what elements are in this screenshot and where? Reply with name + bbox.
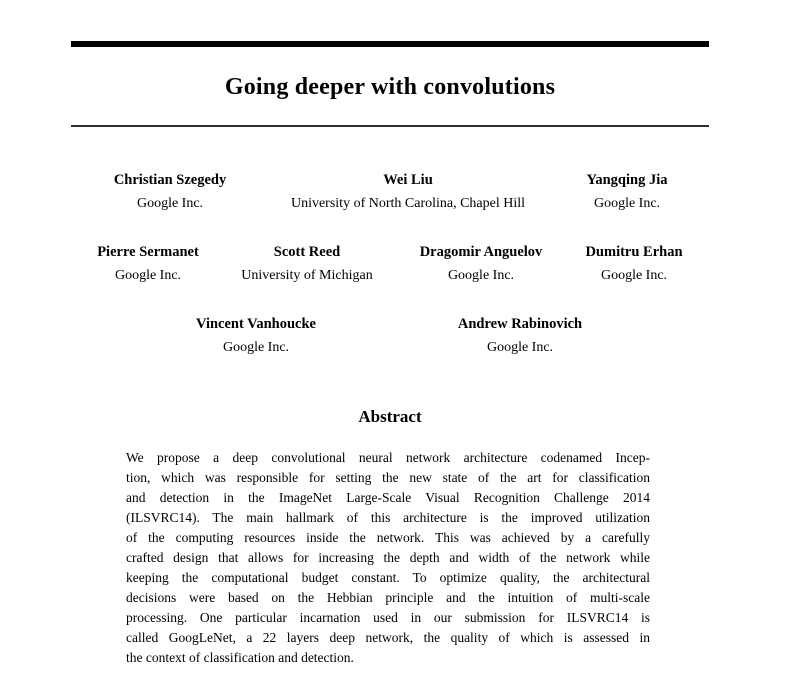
author-block: [196, 315, 316, 357]
abstract-line: the context of classification and detection.: [126, 650, 354, 665]
author-block: [458, 315, 582, 357]
abstract-text: [126, 448, 650, 668]
abstract-line: decisions were based on the Hebbian principle and the intuition of multi-scale: [126, 590, 650, 605]
paper-title: Going deeper with convolutions: [224, 74, 556, 100]
author-name: Andrew Rabinovich: [457, 316, 583, 332]
abstract-line: tion, which was responsible for setting the new state of the art for classification: [126, 470, 650, 485]
author-name: Dragomir Anguelov: [419, 244, 543, 260]
author-affiliation: University of North Carolina, Chapel Hill: [290, 196, 526, 211]
author-block: [97, 243, 199, 285]
author-name: Scott Reed: [273, 244, 341, 260]
abstract-line: processing. One particular incarnation used in our submission for ILSVRC14 is: [126, 610, 650, 625]
author-affiliation: Google Inc.: [447, 268, 515, 283]
author-name: Yangqing Jia: [586, 172, 668, 188]
author-affiliation: Google Inc.: [136, 196, 204, 211]
author-affiliation: Google Inc.: [486, 340, 554, 355]
author-block: [241, 243, 372, 285]
author-affiliation: Google Inc.: [600, 268, 668, 283]
abstract-line: keeping the computational budget constant. To optimize quality, the architectural: [126, 570, 650, 585]
abstract-line: and detection in the ImageNet Large-Scale Visual Recognition Challenge 2014: [126, 490, 650, 505]
abstract-line: called GoogLeNet, a 22 layers deep network, the quality of which is assessed in: [126, 630, 650, 645]
author-block: [420, 243, 543, 285]
author-name: Dumitru Erhan: [585, 244, 683, 260]
abstract-line: crafted design that allows for increasing the depth and width of the network while: [126, 550, 650, 565]
author-name: Pierre Sermanet: [97, 244, 199, 260]
author-name: Wei Liu: [383, 172, 433, 188]
author-name: Christian Szegedy: [113, 172, 227, 188]
author-block: [114, 171, 226, 213]
author-name: Vincent Vanhoucke: [196, 316, 316, 332]
author-block: [291, 171, 525, 213]
author-affiliation: University of Michigan: [241, 268, 373, 283]
author-affiliation: Google Inc.: [222, 340, 290, 355]
author-affiliation: Google Inc.: [593, 196, 661, 211]
abstract-heading: Abstract: [358, 407, 422, 426]
author-block: [585, 243, 682, 285]
author-block: [587, 171, 668, 213]
abstract-line: (ILSVRC14). The main hallmark of this architecture is the improved utilization: [126, 510, 650, 525]
header-rule-thick: [71, 41, 709, 47]
abstract-line: We propose a deep convolutional neural network architecture codenamed Incep-: [126, 450, 650, 465]
header-rule-thin: [71, 125, 709, 127]
author-affiliation: Google Inc.: [114, 268, 182, 283]
abstract-line: of the computing resources inside the network. This was achieved by a carefully: [126, 530, 650, 545]
